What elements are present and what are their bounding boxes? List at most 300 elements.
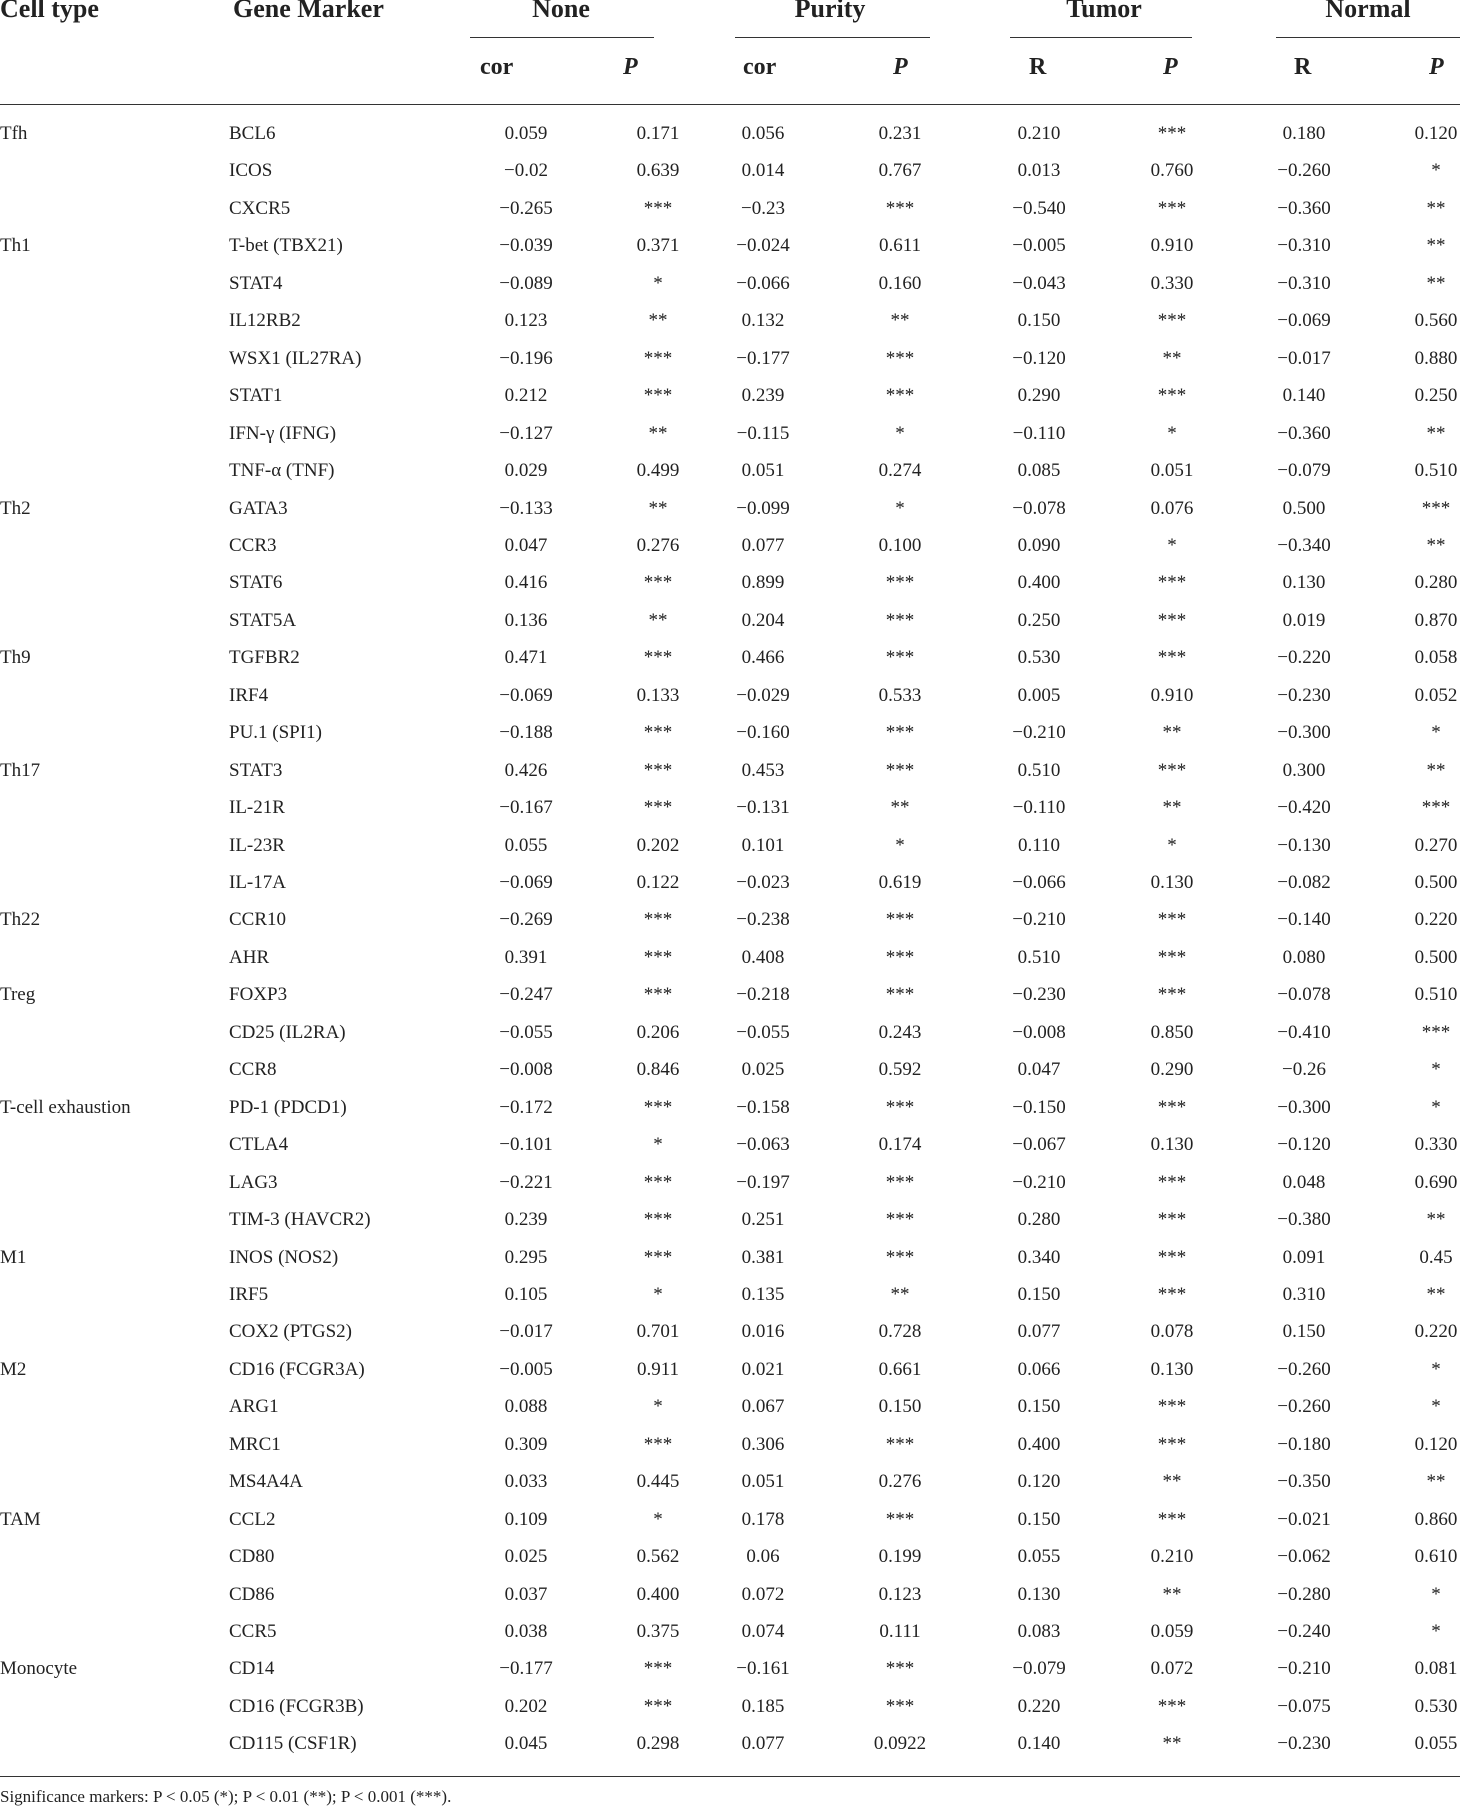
table-value-cell: 0.610	[1414, 1546, 1458, 1567]
table-value-cell: **	[1162, 797, 1182, 818]
table-value-cell: 0.276	[636, 535, 680, 556]
table-bottom-rule	[0, 1776, 1460, 1777]
table-value-cell: 0.047	[504, 535, 548, 556]
table-value-cell: ***	[885, 722, 915, 743]
table-value-cell: 0.251	[741, 1209, 785, 1230]
table-value-cell: 0.471	[504, 647, 548, 668]
table-value-cell: 0.330	[1414, 1134, 1458, 1155]
table-value-cell: *	[653, 273, 663, 294]
table-value-cell: ***	[643, 947, 673, 968]
gene-marker-label: STAT3	[229, 760, 283, 781]
table-value-cell: **	[648, 610, 668, 631]
table-value-cell: ***	[885, 385, 915, 406]
table-value-cell: 0.045	[504, 1733, 548, 1754]
table-value-cell: *	[1167, 535, 1177, 556]
table-value-cell: 0.611	[878, 235, 922, 256]
table-value-cell: −0.017	[499, 1321, 553, 1342]
table-value-cell: **	[1162, 348, 1182, 369]
table-value-cell: 0.077	[1017, 1321, 1061, 1342]
table-value-cell: 0.021	[741, 1359, 785, 1380]
table-value-cell: 0.199	[878, 1546, 922, 1567]
table-value-cell: 0.101	[741, 835, 785, 856]
gene-marker-label: CD25 (IL2RA)	[229, 1022, 346, 1043]
table-value-cell: *	[895, 835, 905, 856]
table-value-cell: 0.110	[1017, 835, 1061, 856]
table-value-cell: 0.074	[741, 1621, 785, 1642]
table-value-cell: **	[1162, 722, 1182, 743]
table-value-cell: ***	[885, 1509, 915, 1530]
table-value-cell: −0.120	[1012, 348, 1066, 369]
table-value-cell: *	[1167, 423, 1177, 444]
table-value-cell: **	[890, 310, 910, 331]
table-value-cell: −0.066	[1012, 872, 1066, 893]
table-value-cell: 0.846	[636, 1059, 680, 1080]
table-value-cell: 0.220	[1017, 1696, 1061, 1717]
table-value-cell: ***	[1157, 1172, 1187, 1193]
table-value-cell: −0.260	[1277, 1359, 1331, 1380]
table-value-cell: −0.260	[1277, 160, 1331, 181]
table-value-cell: 0.120	[1414, 1434, 1458, 1455]
table-value-cell: 0.306	[741, 1434, 785, 1455]
table-value-cell: 0.250	[1017, 610, 1061, 631]
table-value-cell: 0.416	[504, 572, 548, 593]
table-value-cell: ***	[885, 1247, 915, 1268]
table-value-cell: ***	[885, 198, 915, 219]
table-value-cell: 0.243	[878, 1022, 922, 1043]
table-value-cell: 0.210	[1150, 1546, 1194, 1567]
header-cell-type: Cell type	[0, 0, 99, 23]
table-value-cell: 0.051	[741, 1471, 785, 1492]
table-value-cell: 0.870	[1414, 610, 1458, 631]
table-value-cell: 0.220	[1414, 909, 1458, 930]
table-value-cell: 0.100	[878, 535, 922, 556]
table-value-cell: ***	[1157, 310, 1187, 331]
table-value-cell: 0.0922	[873, 1733, 927, 1754]
table-value-cell: 0.860	[1414, 1509, 1458, 1530]
table-value-cell: 0.132	[741, 310, 785, 331]
cell-type-label: Tfh	[0, 123, 28, 144]
table-value-cell: ***	[1157, 984, 1187, 1005]
table-value-cell: 0.899	[741, 572, 785, 593]
table-value-cell: −0.140	[1277, 909, 1331, 930]
gene-marker-label: CCR10	[229, 909, 287, 930]
gene-marker-label: ICOS	[229, 160, 273, 181]
table-value-cell: ***	[885, 1209, 915, 1230]
table-value-cell: 0.530	[1414, 1696, 1458, 1717]
table-value-cell: −0.069	[499, 872, 553, 893]
table-value-cell: 0.048	[1282, 1172, 1326, 1193]
table-value-cell: −0.188	[499, 722, 553, 743]
table-value-cell: 0.150	[1017, 1509, 1061, 1530]
table-value-cell: −0.269	[499, 909, 553, 930]
table-value-cell: 0.210	[1017, 123, 1061, 144]
table-value-cell: 0.310	[1282, 1284, 1326, 1305]
table-value-cell: **	[1162, 1584, 1182, 1605]
table-value-cell: ***	[643, 722, 673, 743]
table-value-cell: 0.500	[1282, 498, 1326, 519]
table-value-cell: ***	[643, 348, 673, 369]
table-value-cell: 0.375	[636, 1621, 680, 1642]
table-value-cell: 0.072	[1150, 1658, 1194, 1679]
table-value-cell: −0.017	[1277, 348, 1331, 369]
table-value-cell: 0.029	[504, 460, 548, 481]
table-value-cell: 0.051	[741, 460, 785, 481]
gene-marker-label: CD86	[229, 1584, 275, 1605]
table-value-cell: ***	[1157, 198, 1187, 219]
table-value-cell: 0.453	[741, 760, 785, 781]
table-value-cell: −0.021	[1277, 1509, 1331, 1530]
table-value-cell: 0.067	[741, 1396, 785, 1417]
gene-marker-label: STAT1	[229, 385, 283, 406]
table-value-cell: −0.420	[1277, 797, 1331, 818]
table-value-cell: *	[653, 1284, 663, 1305]
table-value-cell: 0.135	[741, 1284, 785, 1305]
table-value-cell: 0.239	[504, 1209, 548, 1230]
table-value-cell: ***	[1157, 1434, 1187, 1455]
table-value-cell: ***	[885, 572, 915, 593]
table-value-cell: −0.310	[1277, 235, 1331, 256]
table-value-cell: 0.052	[1414, 685, 1458, 706]
table-value-cell: 0.055	[1414, 1733, 1458, 1754]
table-value-cell: 0.239	[741, 385, 785, 406]
table-value-cell: −0.177	[499, 1658, 553, 1679]
table-value-cell: ***	[643, 1097, 673, 1118]
table-value-cell: 0.381	[741, 1247, 785, 1268]
table-value-cell: −0.024	[736, 235, 790, 256]
table-value-cell: **	[1426, 1209, 1446, 1230]
table-value-cell: −0.158	[736, 1097, 790, 1118]
table-value-cell: −0.410	[1277, 1022, 1331, 1043]
table-value-cell: ***	[1157, 610, 1187, 631]
table-value-cell: ***	[1157, 647, 1187, 668]
table-value-cell: *	[1431, 1359, 1441, 1380]
cell-type-label: Th22	[0, 909, 41, 930]
table-value-cell: −0.115	[736, 423, 790, 444]
table-value-cell: 0.290	[1150, 1059, 1194, 1080]
gene-marker-label: CXCR5	[229, 198, 291, 219]
subheader-p-tumor: P	[1163, 54, 1178, 80]
table-value-cell: −0.161	[736, 1658, 790, 1679]
group-underline-purity	[735, 37, 930, 38]
table-value-cell: ***	[643, 1209, 673, 1230]
table-value-cell: 0.400	[1017, 572, 1061, 593]
table-value-cell: 0.290	[1017, 385, 1061, 406]
table-value-cell: 0.105	[504, 1284, 548, 1305]
table-value-cell: 0.150	[1017, 1284, 1061, 1305]
table-value-cell: 0.081	[1414, 1658, 1458, 1679]
table-value-cell: 0.136	[504, 610, 548, 631]
table-value-cell: *	[895, 498, 905, 519]
table-value-cell: 0.270	[1414, 835, 1458, 856]
table-value-cell: 0.330	[1150, 273, 1194, 294]
table-value-cell: 0.760	[1150, 160, 1194, 181]
table-value-cell: −0.069	[1277, 310, 1331, 331]
header-group-tumor: Tumor	[1066, 0, 1142, 23]
table-value-cell: −0.230	[1277, 1733, 1331, 1754]
table-value-cell: 0.309	[504, 1434, 548, 1455]
table-value-cell: *	[653, 1509, 663, 1530]
table-value-cell: ***	[885, 760, 915, 781]
table-value-cell: 0.619	[878, 872, 922, 893]
table-value-cell: **	[648, 498, 668, 519]
gene-marker-label: INOS (NOS2)	[229, 1247, 339, 1268]
table-value-cell: −0.265	[499, 198, 553, 219]
table-value-cell: 0.340	[1017, 1247, 1061, 1268]
gene-marker-label: PD-1 (PDCD1)	[229, 1097, 347, 1118]
table-value-cell: 0.055	[504, 835, 548, 856]
table-value-cell: −0.005	[499, 1359, 553, 1380]
table-value-cell: ***	[643, 760, 673, 781]
table-value-cell: 0.025	[741, 1059, 785, 1080]
table-value-cell: 0.019	[1282, 610, 1326, 631]
header-group-purity: Purity	[794, 0, 866, 23]
subheader-r-tumor: R	[1029, 54, 1047, 80]
table-value-cell: *	[1431, 160, 1441, 181]
table-value-cell: 0.500	[1414, 872, 1458, 893]
table-value-cell: 0.038	[504, 1621, 548, 1642]
table-value-cell: 0.005	[1017, 685, 1061, 706]
gene-marker-label: IRF4	[229, 685, 269, 706]
table-value-cell: 0.123	[504, 310, 548, 331]
gene-marker-label: IL-23R	[229, 835, 285, 856]
table-value-cell: 0.085	[1017, 460, 1061, 481]
cell-type-label: TAM	[0, 1509, 41, 1530]
table-value-cell: −0.066	[736, 273, 790, 294]
table-value-cell: **	[648, 423, 668, 444]
table-value-cell: −0.130	[1277, 835, 1331, 856]
subheader-r-normal: R	[1294, 54, 1312, 80]
table-value-cell: 0.016	[741, 1321, 785, 1342]
gene-marker-label: BCL6	[229, 123, 276, 144]
table-value-cell: −0.023	[736, 872, 790, 893]
table-value-cell: ***	[643, 909, 673, 930]
table-value-cell: −0.210	[1012, 909, 1066, 930]
gene-marker-label: CD16 (FCGR3B)	[229, 1696, 364, 1717]
table-value-cell: 0.025	[504, 1546, 548, 1567]
table-value-cell: −0.120	[1277, 1134, 1331, 1155]
table-value-cell: 0.500	[1414, 947, 1458, 968]
table-value-cell: ***	[1157, 1509, 1187, 1530]
cell-type-label: T-cell exhaustion	[0, 1097, 131, 1118]
gene-marker-label: CD80	[229, 1546, 275, 1567]
table-value-cell: 0.051	[1150, 460, 1194, 481]
table-value-cell: 0.111	[879, 1621, 921, 1642]
table-value-cell: 0.445	[636, 1471, 680, 1492]
table-value-cell: −0.075	[1277, 1696, 1331, 1717]
table-value-cell: −0.101	[499, 1134, 553, 1155]
table-value-cell: **	[1426, 535, 1446, 556]
gene-marker-label: T-bet (TBX21)	[229, 235, 343, 256]
header-gene-marker: Gene Marker	[233, 0, 384, 23]
table-value-cell: ***	[1421, 1022, 1451, 1043]
table-value-cell: 0.072	[741, 1584, 785, 1605]
table-value-cell: ***	[1421, 797, 1451, 818]
table-value-cell: −0.240	[1277, 1621, 1331, 1642]
table-value-cell: 0.300	[1282, 760, 1326, 781]
table-value-cell: −0.23	[741, 198, 785, 219]
table-value-cell: 0.130	[1150, 872, 1194, 893]
table-value-cell: 0.204	[741, 610, 785, 631]
table-value-cell: 0.055	[1017, 1546, 1061, 1567]
table-value-cell: ***	[885, 1434, 915, 1455]
table-value-cell: **	[1162, 1733, 1182, 1754]
table-value-cell: 0.231	[878, 123, 922, 144]
table-value-cell: 0.120	[1414, 123, 1458, 144]
table-value-cell: ***	[1157, 1247, 1187, 1268]
table-value-cell: −0.300	[1277, 1097, 1331, 1118]
cell-type-label: Treg	[0, 984, 36, 1005]
table-value-cell: −0.067	[1012, 1134, 1066, 1155]
gene-marker-label: STAT5A	[229, 610, 297, 631]
table-value-cell: ***	[885, 610, 915, 631]
cell-type-label: Th2	[0, 498, 31, 519]
table-value-cell: 0.013	[1017, 160, 1061, 181]
table-value-cell: 0.150	[1017, 1396, 1061, 1417]
gene-marker-label: STAT6	[229, 572, 283, 593]
table-value-cell: −0.218	[736, 984, 790, 1005]
table-value-cell: 0.090	[1017, 535, 1061, 556]
cell-type-label: Th9	[0, 647, 31, 668]
group-underline-none	[470, 37, 654, 38]
table-value-cell: 0.910	[1150, 235, 1194, 256]
gene-marker-label: IL-17A	[229, 872, 286, 893]
gene-marker-label: CCL2	[229, 1509, 276, 1530]
table-value-cell: −0.340	[1277, 535, 1331, 556]
gene-marker-label: TGFBR2	[229, 647, 300, 668]
table-value-cell: −0.230	[1012, 984, 1066, 1005]
table-value-cell: ***	[643, 1658, 673, 1679]
gene-marker-label: CTLA4	[229, 1134, 289, 1155]
table-value-cell: *	[1431, 1584, 1441, 1605]
table-value-cell: 0.661	[878, 1359, 922, 1380]
table-value-cell: ***	[885, 1696, 915, 1717]
table-value-cell: −0.540	[1012, 198, 1066, 219]
gene-marker-label: IL12RB2	[229, 310, 301, 331]
table-value-cell: −0.008	[499, 1059, 553, 1080]
table-value-cell: 0.185	[741, 1696, 785, 1717]
table-value-cell: −0.380	[1277, 1209, 1331, 1230]
table-value-cell: −0.055	[736, 1022, 790, 1043]
table-value-cell: 0.510	[1017, 947, 1061, 968]
table-value-cell: 0.077	[741, 1733, 785, 1754]
table-value-cell: ***	[643, 984, 673, 1005]
table-value-cell: 0.059	[1150, 1621, 1194, 1642]
gene-marker-label: CCR3	[229, 535, 277, 556]
table-value-cell: ***	[643, 385, 673, 406]
gene-marker-label: GATA3	[229, 498, 288, 519]
table-value-cell: −0.127	[499, 423, 553, 444]
table-value-cell: −0.210	[1277, 1658, 1331, 1679]
table-value-cell: −0.360	[1277, 423, 1331, 444]
group-underline-normal	[1276, 37, 1460, 38]
table-value-cell: *	[895, 423, 905, 444]
table-value-cell: 0.080	[1282, 947, 1326, 968]
table-value-cell: 0.109	[504, 1509, 548, 1530]
table-value-cell: ***	[885, 947, 915, 968]
table-value-cell: 0.180	[1282, 123, 1326, 144]
table-value-cell: −0.160	[736, 722, 790, 743]
table-value-cell: 0.014	[741, 160, 785, 181]
table-value-cell: 0.510	[1414, 460, 1458, 481]
table-value-cell: 0.06	[746, 1546, 780, 1567]
gene-marker-label: MRC1	[229, 1434, 281, 1455]
table-value-cell: 0.212	[504, 385, 548, 406]
table-value-cell: −0.26	[1282, 1059, 1326, 1080]
table-value-cell: 0.140	[1282, 385, 1326, 406]
table-value-cell: 0.056	[741, 123, 785, 144]
table-value-cell: **	[890, 797, 910, 818]
table-value-cell: ***	[643, 1696, 673, 1717]
footnote: Significance markers: P < 0.05 (*); P < 0.01 (**); P < 0.001 (***).	[0, 1787, 452, 1806]
table-value-cell: 0.295	[504, 1247, 548, 1268]
table-value-cell: ***	[1157, 1097, 1187, 1118]
table-value-cell: 0.274	[878, 460, 922, 481]
table-value-cell: −0.079	[1277, 460, 1331, 481]
table-value-cell: −0.238	[736, 909, 790, 930]
table-value-cell: 0.910	[1150, 685, 1194, 706]
table-value-cell: 0.767	[878, 160, 922, 181]
table-value-cell: −0.079	[1012, 1658, 1066, 1679]
table-value-cell: ***	[643, 1434, 673, 1455]
table-value-cell: ***	[643, 797, 673, 818]
gene-marker-label: CCR5	[229, 1621, 277, 1642]
table-value-cell: 0.280	[1017, 1209, 1061, 1230]
table-value-cell: −0.110	[1012, 423, 1066, 444]
table-value-cell: *	[653, 1134, 663, 1155]
cell-type-label: Th1	[0, 235, 31, 256]
gene-marker-label: PU.1 (SPI1)	[229, 722, 322, 743]
gene-marker-label: IFN-γ (IFNG)	[229, 423, 337, 444]
table-value-cell: 0.911	[636, 1359, 680, 1380]
table-value-cell: −0.196	[499, 348, 553, 369]
subheader-p-purity: P	[893, 54, 908, 80]
cell-type-label: M2	[0, 1359, 27, 1380]
gene-marker-label: IRF5	[229, 1284, 269, 1305]
table-value-cell: **	[1426, 273, 1446, 294]
table-value-cell: −0.133	[499, 498, 553, 519]
table-value-cell: ***	[1157, 760, 1187, 781]
table-value-cell: **	[890, 1284, 910, 1305]
table-value-cell: ***	[1157, 572, 1187, 593]
table-value-cell: −0.039	[499, 235, 553, 256]
table-value-cell: 0.400	[636, 1584, 680, 1605]
table-value-cell: 0.140	[1017, 1733, 1061, 1754]
table-value-cell: 0.206	[636, 1022, 680, 1043]
gene-marker-label: FOXP3	[229, 984, 288, 1005]
table-value-cell: −0.197	[736, 1172, 790, 1193]
table-value-cell: **	[1426, 760, 1446, 781]
table-value-cell: ***	[885, 984, 915, 1005]
table-value-cell: −0.177	[736, 348, 790, 369]
table-value-cell: −0.029	[736, 685, 790, 706]
table-value-cell: **	[1426, 1284, 1446, 1305]
table-value-cell: 0.076	[1150, 498, 1194, 519]
gene-marker-label: TNF-α (TNF)	[229, 460, 335, 481]
gene-marker-label: STAT4	[229, 273, 283, 294]
table-value-cell: −0.150	[1012, 1097, 1066, 1118]
subheader-p-normal: P	[1429, 54, 1444, 80]
table-value-cell: 0.298	[636, 1733, 680, 1754]
table-value-cell: 0.530	[1017, 647, 1061, 668]
gene-marker-label: CD115 (CSF1R)	[229, 1733, 357, 1754]
table-value-cell: 0.371	[636, 235, 680, 256]
table-value-cell: −0.167	[499, 797, 553, 818]
table-value-cell: ***	[885, 348, 915, 369]
table-value-cell: **	[1426, 423, 1446, 444]
table-value-cell: *	[1431, 1396, 1441, 1417]
table-value-cell: ***	[643, 198, 673, 219]
table-value-cell: 0.078	[1150, 1321, 1194, 1342]
